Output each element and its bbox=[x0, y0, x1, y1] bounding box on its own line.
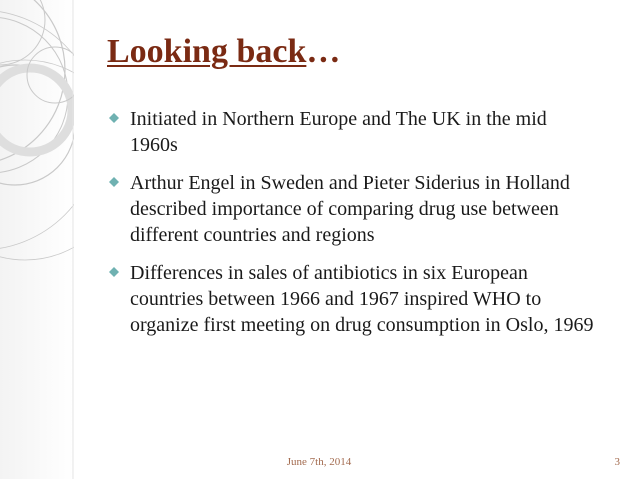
bullet-text: Initiated in Northern Europe and The UK in the mid 1960s bbox=[130, 108, 547, 156]
concentric-rings-icon bbox=[0, 0, 74, 479]
slide-title bbox=[107, 30, 340, 74]
page-number: 3 bbox=[614, 456, 620, 468]
bullet-item-1 bbox=[109, 106, 599, 158]
decorative-rings bbox=[0, 0, 74, 479]
bullet-list bbox=[109, 106, 599, 350]
bullet-item-3 bbox=[109, 260, 599, 338]
bullet-item-2 bbox=[109, 170, 599, 248]
bullet-text: Differences in sales of antibiotics in six European countries between 1966 and 1967 inspired WHO to organize first meeting on drug consumption in Oslo, 1969 bbox=[130, 262, 594, 336]
title-text: Looking back bbox=[107, 33, 307, 70]
bullet-text: Arthur Engel in Sweden and Pieter Siderius in Holland described importance of comparing drug use between different countries and regions bbox=[130, 172, 570, 246]
footer-date: June 7th, 2014 bbox=[286, 456, 352, 468]
title-ellipsis: … bbox=[306, 33, 341, 70]
